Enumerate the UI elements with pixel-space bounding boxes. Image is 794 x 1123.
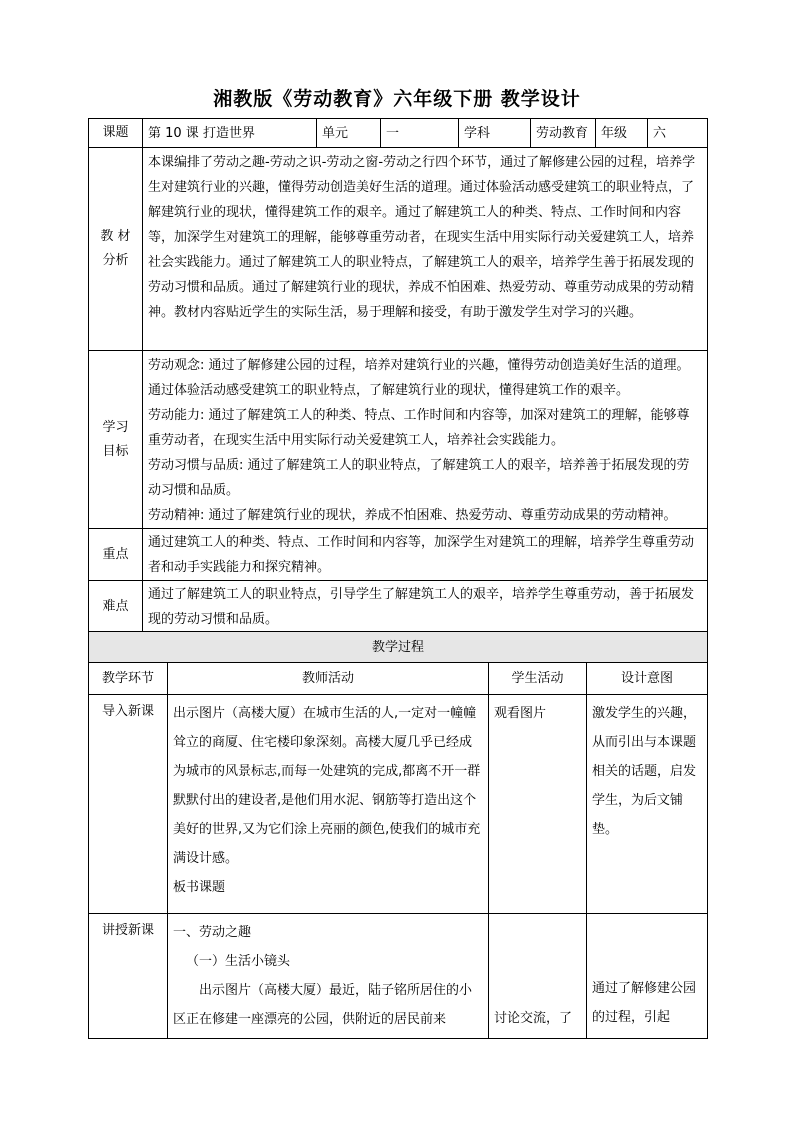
process-header-row bbox=[89, 663, 708, 695]
new-intent: 通过了解修建公园的过程，引起 bbox=[587, 914, 708, 1039]
analysis-row bbox=[89, 148, 708, 351]
objective-item: 劳动能力: 通过了解建筑工人的种类、特点、工作时间和内容等，加深对建筑工的理解，能够尊重劳动者，在现实生活中用实际行动关爱建筑工人，培养社会实践能力。 bbox=[148, 408, 690, 448]
intro-intent: 激发学生的兴趣，从而引出与本课题相关的话题，启发学生，为后文铺垫。 bbox=[587, 695, 708, 914]
grade-label: 年级 bbox=[596, 119, 648, 148]
new-teacher-heading: 一、劳动之趣 bbox=[173, 925, 252, 940]
unit-label: 单元 bbox=[317, 119, 381, 148]
key-point-text: 通过建筑工人的种类、特点、工作时间和内容等，加深学生对建筑工的理解，培养学生尊重劳动者和动手实践能力和探究精神。 bbox=[143, 529, 708, 581]
difficulty-row bbox=[89, 581, 708, 633]
subject-value: 劳动教育 bbox=[531, 119, 596, 148]
intro-student: 观看图片 bbox=[489, 695, 587, 914]
new-teacher-text: 出示图片（高楼大厦）最近，陆子铭所居住的小区正在修建一座漂亮的公园，供附近的居民前来 bbox=[173, 983, 473, 1027]
new-stage: 讲授新课 bbox=[89, 914, 168, 1039]
column-header: 设计意图 bbox=[587, 663, 708, 695]
new-lesson-row bbox=[89, 914, 708, 1039]
lesson-plan-table bbox=[88, 118, 708, 633]
process-title-row bbox=[89, 632, 708, 663]
key-point-label: 重点 bbox=[89, 529, 143, 581]
intro-teacher bbox=[168, 695, 489, 914]
objectives-label: 学习 目标 bbox=[89, 351, 143, 529]
column-header: 教师活动 bbox=[168, 663, 489, 695]
column-header: 教学环节 bbox=[89, 663, 168, 695]
intro-teacher-note: 板书课题 bbox=[173, 880, 226, 895]
intro-row bbox=[89, 695, 708, 914]
process-section-title: 教学过程 bbox=[89, 632, 708, 663]
difficulty-text: 通过了解建筑工人的职业特点，引导学生了解建筑工人的艰辛，培养学生尊重劳动，善于拓展发现的劳动习惯和品质。 bbox=[143, 581, 708, 633]
new-teacher bbox=[168, 914, 489, 1039]
key-point-row bbox=[89, 529, 708, 581]
document-title: 湘教版《劳动教育》六年级下册 教学设计 bbox=[213, 88, 581, 110]
column-header: 学生活动 bbox=[489, 663, 587, 695]
intro-teacher-text: 出示图片（高楼大厦）在城市生活的人,一定对一幢幢耸立的商厦、住宅楼印象深刻。高楼大厦几乎已经成为城市的风景标志,而每一处建筑的完成,都离不开一群默默付出的建设者,是他们用水泥、钢筋等打造出这个美好的世界,又为它们涂上亮丽的颜色,使我们的城市充满设计感。 bbox=[173, 706, 481, 866]
analysis-label: 教 材 分析 bbox=[89, 148, 143, 351]
difficulty-label: 难点 bbox=[89, 581, 143, 633]
new-student: 讨论交流，了 bbox=[489, 914, 587, 1039]
unit-value: 一 bbox=[381, 119, 459, 148]
objectives-list bbox=[143, 351, 708, 529]
objectives-row bbox=[89, 351, 708, 529]
topic-value: 第 10 课 打造世界 bbox=[143, 119, 317, 148]
intro-stage: 导入新课 bbox=[89, 695, 168, 914]
objective-item: 劳动习惯与品质: 通过了解建筑工人的职业特点，了解建筑工人的艰辛，培养善于拓展发现的劳动习惯和品质。 bbox=[148, 458, 690, 498]
subject-label: 学科 bbox=[459, 119, 531, 148]
analysis-text: 本课编排了劳动之趣-劳动之识-劳动之窗-劳动之行四个环节，通过了解修建公园的过程，培养学生对建筑行业的兴趣，懂得劳动创造美好生活的道理。通过体验活动感受建筑工的职业特点，了解建筑行业的现状，懂得建筑工作的艰辛。通过了解建筑工人的种类、特点、工作时间和内容等，加深学生对建筑工的理解，能够尊重劳动者，在现实生活中用实际行动关爱建筑工人，培养社会实践能力。通过了解建筑工人的职业特点，了解建筑工人的艰辛，培养学生善于拓展发现的劳动习惯和品质。通过了解建筑行业的现状，养成不怕困难、热爱劳动、尊重劳动成果的劳动精神。教材内容贴近学生的实际生活，易于理解和接受，有助于激发学生对学习的兴趣。 bbox=[143, 148, 708, 351]
objective-item: 劳动精神: 通过了解建筑行业的现状，养成不怕困难、热爱劳动、尊重劳动成果的劳动精神。 bbox=[148, 508, 677, 523]
new-teacher-sub: （一）生活小镜头 bbox=[186, 954, 291, 969]
process-table bbox=[88, 631, 708, 1039]
objective-item: 劳动观念: 通过了解修建公园的过程，培养对建筑行业的兴趣，懂得劳动创造美好生活的道理。通过体验活动感受建筑工的职业特点，了解建筑行业的现状，懂得建筑工作的艰辛。 bbox=[148, 358, 690, 398]
header-row bbox=[89, 119, 708, 148]
grade-value: 六 bbox=[648, 119, 708, 148]
topic-label: 课题 bbox=[89, 119, 143, 148]
